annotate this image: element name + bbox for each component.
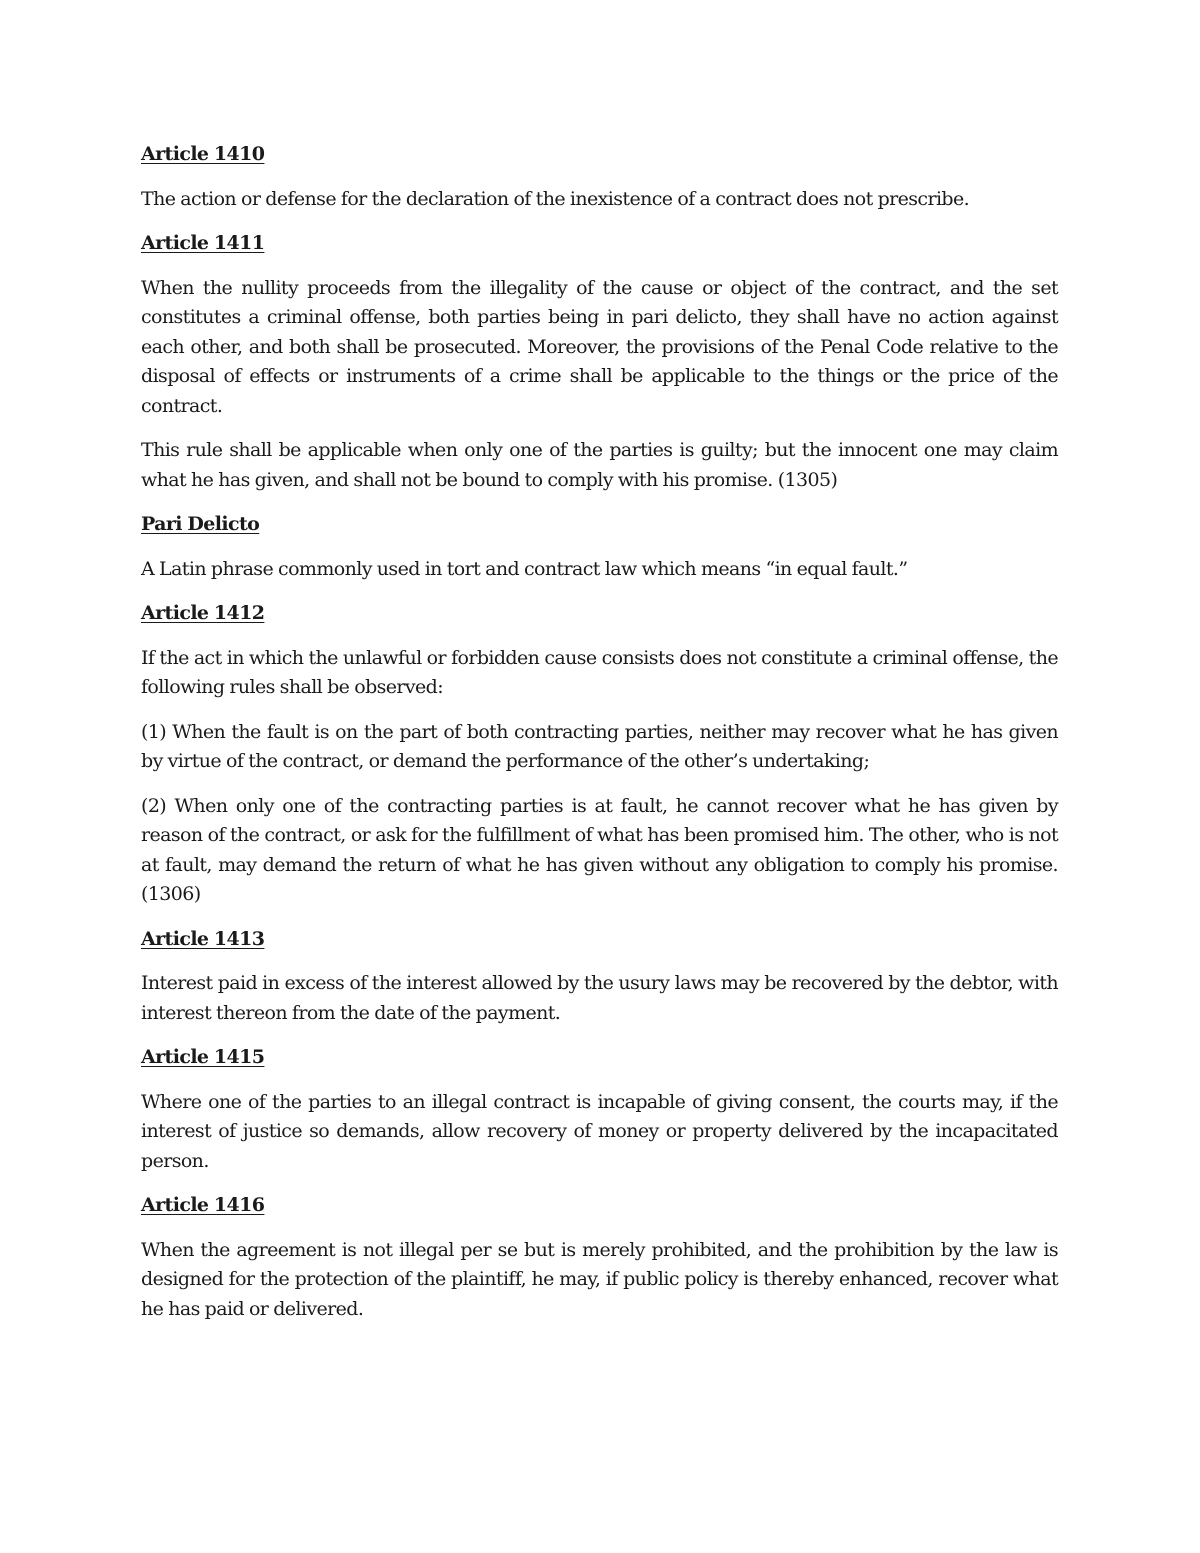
section-heading: Pari Delicto: [141, 513, 260, 535]
document-page: [141, 140, 1058, 1339]
section-article-1413: [141, 925, 1058, 1029]
section-paragraph: Where one of the parties to an illegal contract is incapable of giving consent, the courts may, if the interest of justice so demands, allow recovery of money or property delivered by the incapacitated person.: [141, 1090, 1058, 1172]
section-paragraph: Interest paid in excess of the interest allowed by the usury laws may be recovered by the debtor, with interest thereon from the date of the payment.: [141, 972, 1058, 1024]
section-paragraph: If the act in which the unlawful or forbidden cause consists does not constitute a criminal offense, the following rules shall be observed:: [141, 646, 1058, 698]
section-heading: Article 1411: [141, 232, 265, 254]
section-pari-delicto: [141, 510, 1058, 584]
section-heading: Article 1413: [141, 927, 265, 950]
section-article-1411: [141, 229, 1058, 495]
section-article-1416: [141, 1191, 1058, 1324]
section-paragraph: When the agreement is not illegal per se but is merely prohibited, and the prohibition by the law is designed for the protection of the plaintiff, he may, if public policy is thereby enhanced, recover what he has paid or delivered.: [141, 1238, 1058, 1320]
section-heading: Article 1416: [141, 1194, 265, 1216]
section-article-1412: [141, 599, 1058, 910]
section-heading: Article 1410: [141, 143, 265, 165]
section-heading: Article 1412: [141, 602, 265, 624]
section-paragraph: The action or defense for the declaration of the inexistence of a contract does not prescribe.: [141, 187, 970, 210]
section-heading: Article 1415: [141, 1046, 265, 1068]
section-paragraph: This rule shall be applicable when only one of the parties is guilty; but the innocent one may claim what he has given, and shall not be bound to comply with his promise. (1305): [141, 439, 1058, 491]
section-article-1410: [141, 140, 1058, 214]
section-paragraph: When the nullity proceeds from the illegality of the cause or object of the contract, and the set constitutes a criminal offense, both parties being in pari delicto, they shall have no action against each other, and both shall be prosecuted. Moreover, the provisions of the Penal Code relative to the disposal of effects or instruments of a crime shall be applicable to the things or the price of the contract.: [141, 276, 1058, 417]
section-paragraph: (1) When the fault is on the part of both contracting parties, neither may recover what he has given by virtue of the contract, or demand the performance of the other’s undertaking;: [141, 720, 1058, 772]
section-paragraph: (2) When only one of the contracting parties is at fault, he cannot recover what he has given by reason of the contract, or ask for the fulfillment of what has been promised him. The other, who is not at fault, may demand the return of what he has given without any obligation to comply his promise. (1306): [141, 794, 1058, 905]
section-paragraph: A Latin phrase commonly used in tort and contract law which means “in equal fault.”: [141, 557, 908, 580]
section-article-1415: [141, 1043, 1058, 1176]
